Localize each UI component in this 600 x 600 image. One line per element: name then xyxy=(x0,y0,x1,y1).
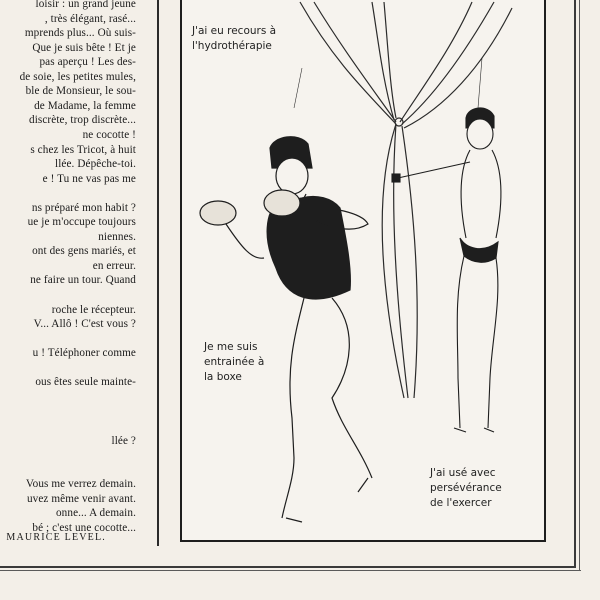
article-line: en erreur. xyxy=(92,259,136,272)
article-line: niennes. xyxy=(98,230,136,243)
article-line: discrète, trop discrète... xyxy=(29,114,136,127)
article-line: loisir : un grand jeune xyxy=(35,0,136,10)
article-line: roche le récepteur. xyxy=(51,303,136,316)
caption-boxing xyxy=(204,340,264,385)
illustration-frame xyxy=(180,0,546,542)
article-line: onne... A demain. xyxy=(55,507,136,520)
article-line: ous êtes seule mainte- xyxy=(35,376,136,389)
fitness-illustration xyxy=(182,0,544,540)
page-border-horizontal xyxy=(0,566,576,568)
article-line: ne cocotte ! xyxy=(82,128,136,141)
boxer-figure xyxy=(200,137,372,522)
article-line: s chez les Tricot, à huit xyxy=(30,143,136,156)
article-line: llée ? xyxy=(111,434,136,447)
page-border-horizontal xyxy=(0,570,581,571)
caption-line: l'hydrothérapie xyxy=(192,40,272,52)
article-line: de soie, les petites mules, xyxy=(19,70,136,83)
article-line: bé ; c'est une cocotte... xyxy=(32,521,136,534)
caption-line: entrainée à xyxy=(204,356,265,368)
standing-figure xyxy=(392,108,501,432)
caption-line: Je me suis xyxy=(204,341,258,353)
article-text-column xyxy=(0,0,150,548)
caption-line: J'ai usé avec xyxy=(430,467,496,479)
article-line: Vous me verrez demain. xyxy=(25,478,136,491)
article-line: uvez même venir avant. xyxy=(26,492,136,505)
article-line: ont des gens mariés, et xyxy=(32,245,136,258)
article-line: pas aperçu ! Les des- xyxy=(39,56,136,69)
article-line: u ! Téléphoner comme xyxy=(32,347,136,360)
page-border-vertical xyxy=(574,0,576,566)
caption-exercise xyxy=(430,466,502,511)
caption-line: persévérance xyxy=(430,482,502,494)
article-line: ue je m'occupe toujours xyxy=(27,216,136,229)
article-line: de Madame, la femme xyxy=(34,99,136,112)
article-line: llée. Dépêche-toi. xyxy=(54,158,136,171)
article-line: ble de Monsieur, le sou- xyxy=(25,85,136,98)
article-line: Que je suis bête ! Et je xyxy=(32,41,136,54)
article-line: ns préparé mon habit ? xyxy=(31,201,136,214)
article-line: e ! Tu ne vas pas me xyxy=(42,172,136,185)
article-line: , très élégant, rasé... xyxy=(44,12,136,25)
caption-hydrotherapy xyxy=(192,24,276,54)
caption-line: de l'exercer xyxy=(430,497,492,509)
caption-line: la boxe xyxy=(204,371,242,383)
article-line: V... Allô ! C'est vous ? xyxy=(33,318,136,331)
page-border-vertical xyxy=(579,0,580,570)
column-rule xyxy=(157,0,159,546)
caption-line: J'ai eu recours à xyxy=(192,25,277,37)
article-line: mprends plus... Où suis- xyxy=(24,27,136,40)
article-line: ne faire un tour. Quand xyxy=(30,274,136,287)
article-signature: MAURICE LEVEL. xyxy=(6,532,106,543)
